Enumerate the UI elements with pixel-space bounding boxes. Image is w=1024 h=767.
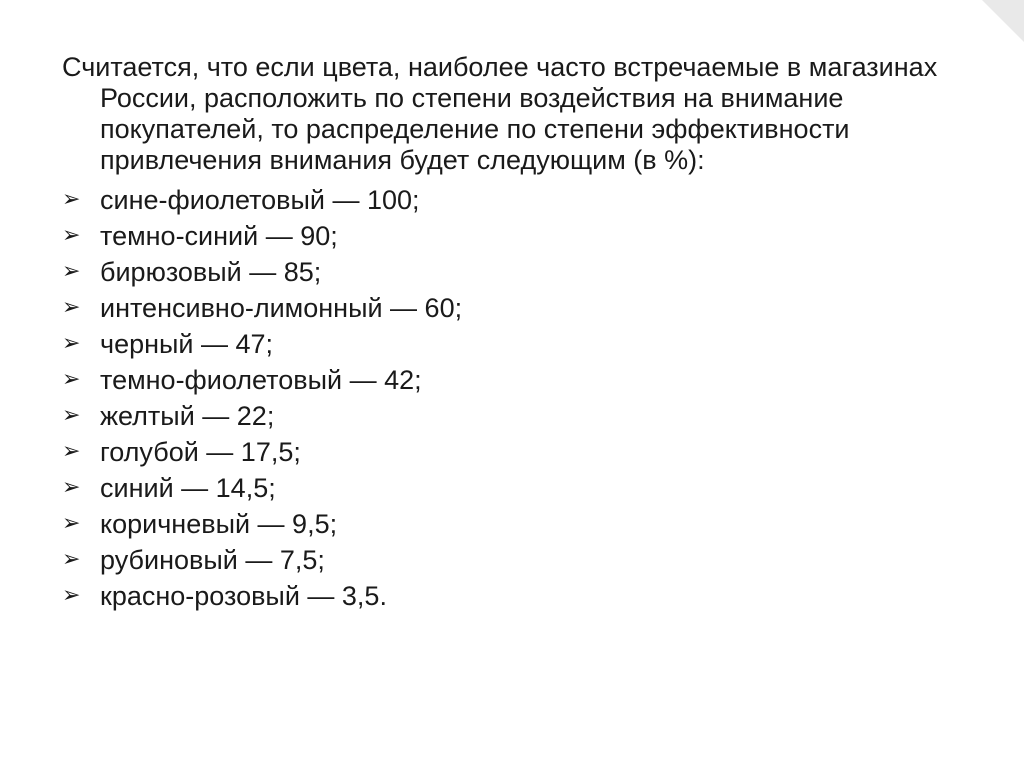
arrow-bullet-icon: ➢: [62, 547, 81, 572]
arrow-bullet-icon: ➢: [62, 475, 81, 500]
list-item: [62, 326, 982, 362]
list-item: [62, 182, 982, 218]
arrow-bullet-icon: ➢: [62, 583, 81, 608]
list-item-label: синий — 14,5;: [100, 473, 276, 503]
arrow-bullet-icon: ➢: [62, 367, 81, 392]
list-item: [62, 254, 982, 290]
list-item: [62, 542, 982, 578]
list-item: [62, 362, 982, 398]
list-item: [62, 506, 982, 542]
list-item: [62, 434, 982, 470]
list-item-label: красно-розовый — 3,5.: [100, 581, 387, 611]
arrow-bullet-icon: ➢: [62, 403, 81, 428]
list-item: [62, 578, 982, 614]
list-item-label: рубиновый — 7,5;: [100, 545, 325, 575]
list-item-label: темно-фиолетовый — 42;: [100, 365, 422, 395]
list-item-label: интенсивно-лимонный — 60;: [100, 293, 463, 323]
list-item-label: желтый — 22;: [100, 401, 275, 431]
arrow-bullet-icon: ➢: [62, 259, 81, 284]
slide-content: [62, 52, 982, 614]
arrow-bullet-icon: ➢: [62, 439, 81, 464]
list-item-label: темно-синий — 90;: [100, 221, 338, 251]
color-list: [62, 182, 982, 614]
arrow-bullet-icon: ➢: [62, 331, 81, 356]
list-item-label: бирюзовый — 85;: [100, 257, 322, 287]
arrow-bullet-icon: ➢: [62, 511, 81, 536]
list-item-label: сине-фиолетовый — 100;: [100, 185, 420, 215]
list-item-label: коричневый — 9,5;: [100, 509, 338, 539]
list-item-label: голубой — 17,5;: [100, 437, 301, 467]
list-item: [62, 398, 982, 434]
arrow-bullet-icon: ➢: [62, 295, 81, 320]
list-item: [62, 470, 982, 506]
intro-paragraph: Считается, что если цвета, наиболее часто встречаемые в магазинах России, расположить по степени воздействия на внимание покупателей, то распределение по степени эффективности привлечения внимания будет следующим (в %):: [62, 52, 938, 175]
arrow-bullet-icon: ➢: [62, 187, 81, 212]
list-item-label: черный — 47;: [100, 329, 274, 359]
page-corner-fold: [982, 0, 1024, 42]
list-item: [62, 218, 982, 254]
list-item: [62, 290, 982, 326]
arrow-bullet-icon: ➢: [62, 223, 81, 248]
